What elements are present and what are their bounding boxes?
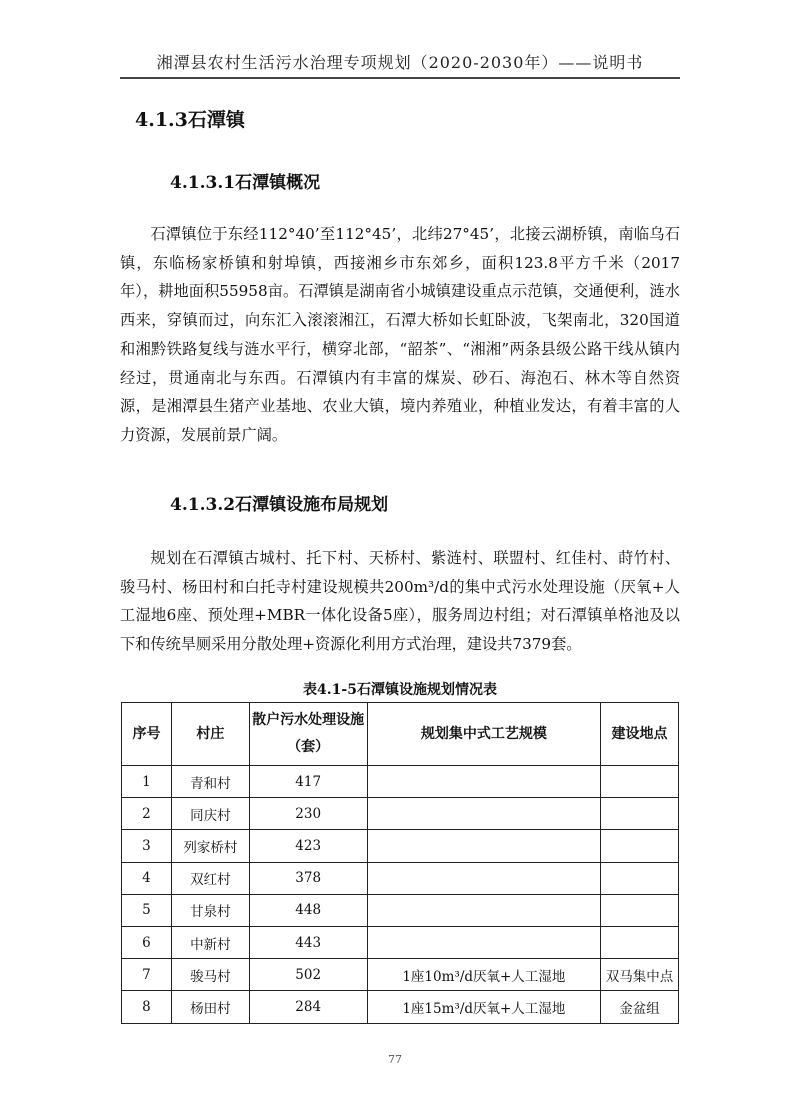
cell-scattered-count: 423 <box>249 830 367 862</box>
cell-location <box>601 894 679 926</box>
cell-scattered-count: 230 <box>249 798 367 830</box>
cell-index: 1 <box>122 766 172 798</box>
layout-paragraph: 规划在石潭镇古城村、托下村、天桥村、紫涟村、联盟村、红佳村、莳竹村、骏马村、杨田村和白托寺村建设规模共200m³/d的集中式污水处理设施（厌氧+人工湿地6座、预处理+MBR一体化设备5座），服务周边村组；对石潭镇单格池及以下和传统旱厕采用分散处理+资源化利用方式治理，建设共7379套。 <box>120 549 680 654</box>
header-divider <box>120 77 680 79</box>
col-header-scattered: 散户污水处理设施（套） <box>249 703 367 766</box>
cell-centralized-scale <box>367 894 601 926</box>
cell-centralized-scale: 1座15m³/d厌氧+人工湿地 <box>367 991 601 1023</box>
table-row <box>122 798 679 830</box>
cell-village: 双红村 <box>171 862 249 894</box>
cell-village: 甘泉村 <box>171 894 249 926</box>
cell-centralized-scale <box>367 798 601 830</box>
cell-location <box>601 926 679 958</box>
table-caption: 表4.1-5石潭镇设施规划情况表 <box>303 682 497 698</box>
cell-scattered-count: 284 <box>249 991 367 1023</box>
page-number: 77 <box>388 1053 402 1066</box>
table-row <box>122 926 679 958</box>
cell-location: 双马集中点 <box>601 959 679 991</box>
table-row <box>122 991 679 1023</box>
col-header-location: 建设地点 <box>601 703 679 766</box>
cell-scattered-count: 378 <box>249 862 367 894</box>
cell-village: 杨田村 <box>171 991 249 1023</box>
cell-scattered-count: 443 <box>249 926 367 958</box>
cell-centralized-scale <box>367 766 601 798</box>
cell-village: 骏马村 <box>171 959 249 991</box>
section-heading: 4.1.3石潭镇 <box>135 109 245 131</box>
facility-table <box>121 702 679 1024</box>
cell-scattered-count: 417 <box>249 766 367 798</box>
col-header-centralized: 规划集中式工艺规模 <box>367 703 601 766</box>
overview-paragraph: 石潭镇位于东经112°40’至112°45’，北纬27°45’，北接云湖桥镇，南临乌石镇，东临杨家桥镇和射埠镇，西接湘乡市东郊乡，面积123.8平方千米（2017年），耕地面积55958亩。石潭镇是湖南省小城镇建设重点示范镇，交通便利，涟水西来，穿镇而过，向东汇入滚滚湘江，石潭大桥如长虹卧波，飞架南北，320国道和湘黔铁路复线与涟水平行，横穿北部，“韶茶”、“湘湘”两条县级公路干线从镇内经过，贯通南北与东西。石潭镇内有丰富的煤炭、砂石、海泡石、林木等自然资源，是湘潭县生猪产业基地、农业大镇，境内养殖业，种植业发达，有着丰富的人力资源，发展前景广阔。 <box>120 225 680 444</box>
cell-location <box>601 862 679 894</box>
cell-location: 金盆组 <box>601 991 679 1023</box>
cell-centralized-scale <box>367 862 601 894</box>
cell-index: 3 <box>122 830 172 862</box>
cell-scattered-count: 448 <box>249 894 367 926</box>
table-row <box>122 959 679 991</box>
table-row <box>122 830 679 862</box>
col-header-village: 村庄 <box>171 703 249 766</box>
cell-village: 中新村 <box>171 926 249 958</box>
cell-location <box>601 798 679 830</box>
running-header: 湘潭县农村生活污水治理专项规划（2020-2030年）——说明书 <box>156 53 644 72</box>
table-row <box>122 766 679 798</box>
cell-index: 2 <box>122 798 172 830</box>
table-header-row <box>122 703 679 766</box>
cell-index: 8 <box>122 991 172 1023</box>
cell-village: 青和村 <box>171 766 249 798</box>
cell-location <box>601 766 679 798</box>
col-header-index: 序号 <box>122 703 172 766</box>
cell-index: 7 <box>122 959 172 991</box>
table-row <box>122 862 679 894</box>
cell-centralized-scale <box>367 926 601 958</box>
cell-index: 4 <box>122 862 172 894</box>
cell-centralized-scale: 1座10m³/d厌氧+人工湿地 <box>367 959 601 991</box>
cell-centralized-scale <box>367 830 601 862</box>
cell-location <box>601 830 679 862</box>
table-row <box>122 894 679 926</box>
cell-village: 列家桥村 <box>171 830 249 862</box>
subsection-heading-layout: 4.1.3.2石潭镇设施布局规划 <box>170 495 389 515</box>
cell-scattered-count: 502 <box>249 959 367 991</box>
cell-index: 6 <box>122 926 172 958</box>
cell-index: 5 <box>122 894 172 926</box>
cell-village: 同庆村 <box>171 798 249 830</box>
subsection-heading-overview: 4.1.3.1石潭镇概况 <box>170 173 321 193</box>
